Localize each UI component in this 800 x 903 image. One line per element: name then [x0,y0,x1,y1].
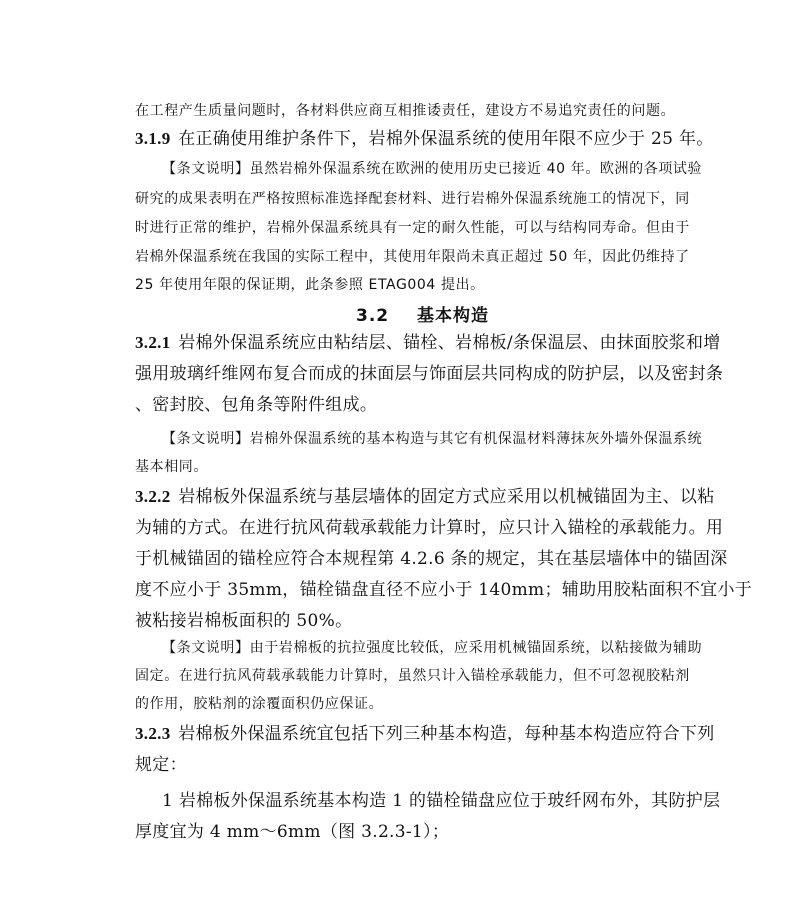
item-1-line-2 [135,817,449,842]
clause-3-1-9 [135,124,714,149]
clause-3-2-2-line-4 [135,575,752,600]
section-heading-3-2 [356,301,489,326]
note-3-2-2-line-3 [135,693,383,713]
clause-3-2-2-line-1 [135,482,715,507]
item-text: 1 岩棉板外保温系统基本构造 1 的锚栓锚盘应位于玻纤网布外，其防护层 [162,791,721,811]
clause-text: 岩棉板外保温系统与基层墙体的固定方式应采用以机械锚固为主、以粘 [178,487,715,507]
clause-text: 被粘接岩棉板面积的 50%。 [135,611,353,631]
clause-text: 强用玻璃纤维网布复合而成的抹面层与饰面层共同构成的防护层，以及密封条 [135,364,724,384]
note-text: 基本相同。 [135,459,208,475]
clause-3-2-2-line-3 [135,544,727,569]
note-3-1-9-line-1 [162,158,702,178]
note-text: 的作用，胶粘剂的涂覆面积仍应保证。 [135,696,384,712]
note-3-1-9-line-4 [135,246,690,266]
note-3-2-2-line-2 [135,665,690,685]
clause-text: 岩棉板外保温系统宜包括下列三种基本构造，每种基本构造应符合下列 [178,724,715,744]
note-3-1-9-line-2 [135,188,690,208]
clause-text: 为辅的方式。在进行抗风荷载承载能力计算时，应只计入锚栓的承载能力。用 [135,518,724,538]
note-text: 【条文说明】岩棉外保温系统的基本构造与其它有机保温材料薄抹灰外墙外保温系统 [162,431,703,447]
note-3-2-1-line-2 [135,456,208,476]
section-title: 基本构造 [416,306,489,326]
clause-text: 于机械锚固的锚栓应符合本规程第 4.2.6 条的规定，其在基层墙体中的锚固深 [135,549,728,569]
clause-3-2-2-line-5 [135,606,352,631]
note-text: 固定。在进行抗风荷载承载能力计算时，虽然只计入锚栓承载能力，但不可忽视胶粘剂 [135,668,690,684]
note-3-1-9-line-5 [135,274,485,294]
clause-text: 、密封胶、包角条等附件组成。 [135,395,378,415]
clause-text: 在正确使用维护条件下，岩棉外保温系统的使用年限不应少于 25 年。 [178,129,714,149]
clause-number: 3.2.3 [135,724,171,743]
item-text: 厚度宜为 4 mm～6mm（图 3.2.3-1）； [135,822,450,842]
clause-text: 度不应小于 35mm，锚栓锚盘直径不应小于 140mm；辅助用胶粘面积不宜小于 [135,580,753,600]
clause-text: 岩棉外保温系统应由粘结层、锚栓、岩棉板/条保温层、由抹面胶浆和增 [178,333,721,353]
clause-3-2-3-line-2 [135,750,187,775]
continued-note-line [135,100,675,120]
note-3-2-1-line-1 [162,428,702,448]
clause-number: 3.1.9 [135,129,171,148]
clause-3-2-1-line-1 [135,328,721,353]
note-text: 25 年使用年限的保证期，此条参照 ETAG004 提出。 [135,277,485,293]
clause-3-2-3-line-1 [135,719,715,744]
clause-text: 规定： [135,755,187,775]
note-text: 岩棉外保温系统在我国的实际工程中，其使用年限尚未真正超过 50 年，因此仍维持了 [135,249,690,265]
note-3-2-2-line-1 [162,637,702,657]
clause-3-2-2-line-2 [135,513,723,538]
note-text: 【条文说明】虽然岩棉外保温系统在欧洲的使用历史已接近 40 年。欧洲的各项试验 [162,161,703,177]
clause-number: 3.2.1 [135,333,171,352]
clause-3-2-1-line-2 [135,359,723,384]
note-text: 研究的成果表明在严格按照标准选择配套材料、进行岩棉外保温系统施工的情况下，同 [135,191,690,207]
clause-number: 3.2.2 [135,487,171,506]
note-text: 在工程产生质量问题时，各材料供应商互相推诿责任，建设方不易追究责任的问题。 [135,103,676,119]
section-number: 3.2 [356,306,390,326]
note-3-1-9-line-3 [135,217,690,237]
note-text: 时进行正常的维护，岩棉外保温系统具有一定的耐久性能，可以与结构同寿命。但由于 [135,220,690,236]
note-text: 【条文说明】由于岩棉板的抗拉强度比较低，应采用机械锚固系统，以粘接做为辅助 [162,640,703,656]
item-1-line-1 [162,786,720,811]
clause-3-2-1-line-3 [135,390,377,415]
